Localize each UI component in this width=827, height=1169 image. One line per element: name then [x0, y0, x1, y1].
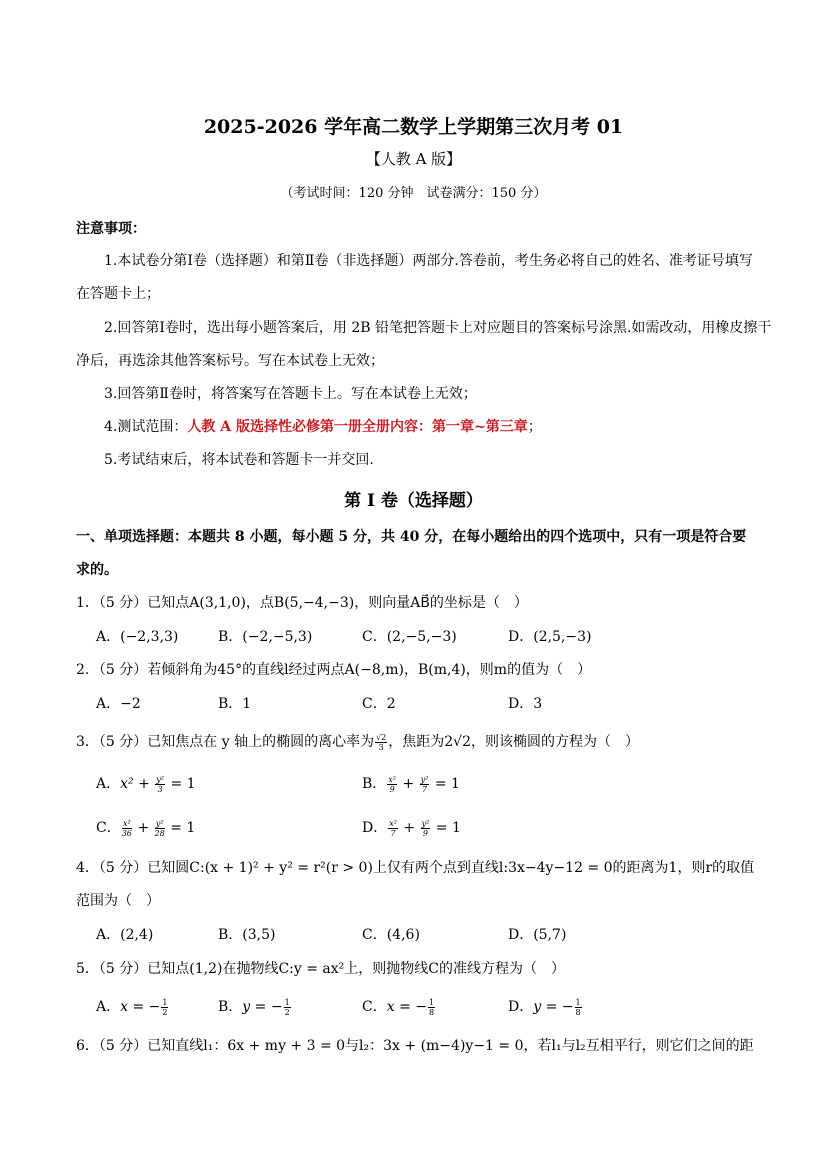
question-3-option-b[interactable] [362, 773, 460, 794]
question-2-option-c[interactable]: C．2 [362, 696, 396, 712]
option-label: C． [362, 999, 387, 1015]
fraction [388, 819, 398, 838]
notice-item-1-line-1: 1.本试卷分第Ⅰ卷（选择题）和第Ⅱ卷（非选择题）两部分.答卷前，考生务必将自己的姓名、准考证号填写 [104, 253, 753, 269]
option-expression: y = − [242, 999, 283, 1015]
question-4-option-b[interactable]: B．(3,5) [218, 927, 276, 943]
numerator: 1 [284, 997, 290, 1007]
question-1-option-a[interactable]: A．(−2,3,3) [96, 629, 179, 645]
option-expression: y = − [533, 999, 574, 1015]
question-3-stem-part-a: 3．（5 分）已知焦点在 y 轴上的椭圆的离心率为 [76, 734, 375, 750]
notice-heading: 注意事项： [76, 221, 146, 237]
question-1-option-d[interactable]: D．(2,5,−3) [508, 629, 592, 645]
fraction [155, 819, 165, 838]
option-label: C． [96, 820, 121, 836]
option-label: D． [362, 820, 388, 836]
question-2-option-b[interactable]: B．1 [218, 696, 252, 712]
numerator: y² [421, 818, 430, 828]
question-3-option-d[interactable] [362, 817, 461, 838]
numerator: 1 [428, 997, 435, 1007]
question-3-stem-part-b: ，焦距为2√2，则该椭圆的方程为（ ） [388, 734, 639, 750]
question-6-stem: 6．（5 分）已知直线l₁：6x + my + 3 = 0与l₂：3x + (m−4)y−1 = 0，若l₁与l₂互相平行，则它们之间的距 [76, 1038, 754, 1054]
question-4-stem-line-2: 范围为（ ） [76, 893, 160, 909]
question-2-option-a[interactable]: A．−2 [96, 696, 141, 712]
numerator: x² [122, 818, 131, 828]
option-expression: x = − [386, 999, 427, 1015]
question-1-stem: 1．（5 分）已知点A(3,1,0)，点B(5,−4,−3)，则向量AB⃗的坐标是（ ） [76, 595, 528, 611]
equals-one: = 1 [170, 820, 196, 836]
plus-sign: + [137, 820, 150, 836]
denominator: 9 [422, 828, 428, 838]
fraction [575, 998, 582, 1017]
question-3-stem [76, 731, 639, 752]
option-expression: x = − [120, 999, 161, 1015]
question-3-option-c[interactable] [96, 817, 195, 838]
option-label: B． [218, 999, 243, 1015]
question-3-option-a[interactable] [96, 773, 196, 794]
numerator: 1 [575, 997, 581, 1007]
fraction [420, 775, 430, 794]
fraction [387, 775, 397, 794]
fraction [122, 819, 132, 838]
test-scope: 人教 A 版选择性必修第一册全册内容：第一章~第三章 [187, 419, 528, 435]
denominator: 28 [154, 828, 165, 838]
question-4-option-d[interactable]: D．(5,7) [508, 927, 567, 943]
question-1-option-c[interactable]: C．(2,−5,−3) [362, 629, 457, 645]
eccentricity-denominator: 3 [378, 742, 384, 752]
edition-label: 【人教 A 版】 [365, 150, 462, 168]
question-4-stem-line-1: 4．（5 分）已知圆C:(x + 1)² + y² = r²(r > 0)上仅有两个点到直线l:3x−4y−12 = 0的距离为1，则r的取值 [76, 860, 755, 876]
question-4-option-c[interactable]: C．(4,6) [362, 927, 420, 943]
notice-item-2-line-1: 2.回答第Ⅰ卷时，选出每小题答案后，用 2B 铅笔把答题卡上对应题目的答案标号涂黑.如需改动，用橡皮擦干 [104, 320, 772, 336]
equals-one: = 1 [435, 820, 461, 836]
term-x-squared: x² [120, 776, 134, 792]
part-1-heading-line-2: 求的。 [76, 562, 118, 578]
notice-item-3: 3.回答第Ⅱ卷时，将答案写在答题卡上。写在本试卷上无效； [104, 386, 477, 402]
notice-item-4 [104, 416, 542, 436]
denominator: 3 [157, 784, 163, 794]
question-5-option-b[interactable] [218, 996, 292, 1017]
page-title: 2025-2026 学年高二数学上学期第三次月考 01 [203, 116, 624, 138]
part-1-heading-line-1: 一、单项选择题：本题共 8 小题，每小题 5 分，共 40 分，在每小题给出的四个选项中，只有一项是符合要 [76, 529, 747, 545]
notice-item-4-prefix: 4.测试范围： [104, 419, 188, 435]
question-2-option-d[interactable]: D．3 [508, 696, 543, 712]
denominator: 2 [162, 1007, 168, 1017]
notice-item-4-suffix: ； [527, 419, 542, 435]
numerator: y² [155, 818, 164, 828]
notice-item-1-line-2: 在答题卡上； [76, 286, 160, 302]
numerator: 1 [162, 997, 168, 1007]
numerator: x² [388, 774, 397, 784]
notice-item-2-line-2: 净后，再选涂其他答案标号。写在本试卷上无效； [76, 353, 384, 369]
question-5-option-c[interactable] [362, 996, 436, 1017]
exam-info: （考试时间：120 分钟 试卷满分：150 分） [280, 186, 547, 201]
denominator: 8 [428, 1007, 435, 1017]
numerator: y² [156, 774, 165, 784]
question-2-stem: 2．（5 分）若倾斜角为45°的直线l经过两点A(−8,m)，B(m,4)，则m的值为（ ） [76, 662, 592, 678]
numerator: x² [389, 818, 397, 828]
eccentricity-fraction [375, 733, 387, 752]
notice-item-5: 5.考试结束后，将本试卷和答题卡一并交回. [104, 452, 374, 468]
denominator: 2 [284, 1007, 290, 1017]
denominator: 7 [421, 784, 428, 794]
eccentricity-numerator: √2 [376, 732, 387, 742]
question-5-option-d[interactable] [508, 996, 583, 1017]
denominator: 7 [390, 828, 396, 838]
plus-sign: + [402, 776, 415, 792]
equals-one: = 1 [434, 776, 460, 792]
fraction [428, 998, 435, 1017]
fraction [155, 775, 165, 794]
question-4-option-a[interactable]: A．(2,4) [96, 927, 154, 943]
question-5-stem: 5．（5 分）已知点(1,2)在抛物线C:y = ax²上，则抛物线C的准线方程为（ ） [76, 961, 565, 977]
fraction [161, 998, 168, 1017]
equals-one: = 1 [170, 776, 196, 792]
plus-sign: + [403, 820, 416, 836]
question-5-option-a[interactable] [96, 996, 169, 1017]
denominator: 8 [575, 1007, 581, 1017]
denominator: 36 [121, 828, 132, 838]
option-label: B． [362, 776, 387, 792]
plus-sign: + [138, 776, 150, 792]
fraction [421, 819, 431, 838]
denominator: 9 [389, 784, 395, 794]
numerator: y² [420, 774, 429, 784]
option-label: A． [96, 999, 121, 1015]
option-label: A． [96, 776, 121, 792]
fraction [284, 998, 291, 1017]
section-title: 第 I 卷（选择题） [344, 491, 483, 511]
option-label: D． [508, 999, 534, 1015]
question-1-option-b[interactable]: B．(−2,−5,3) [218, 629, 313, 645]
